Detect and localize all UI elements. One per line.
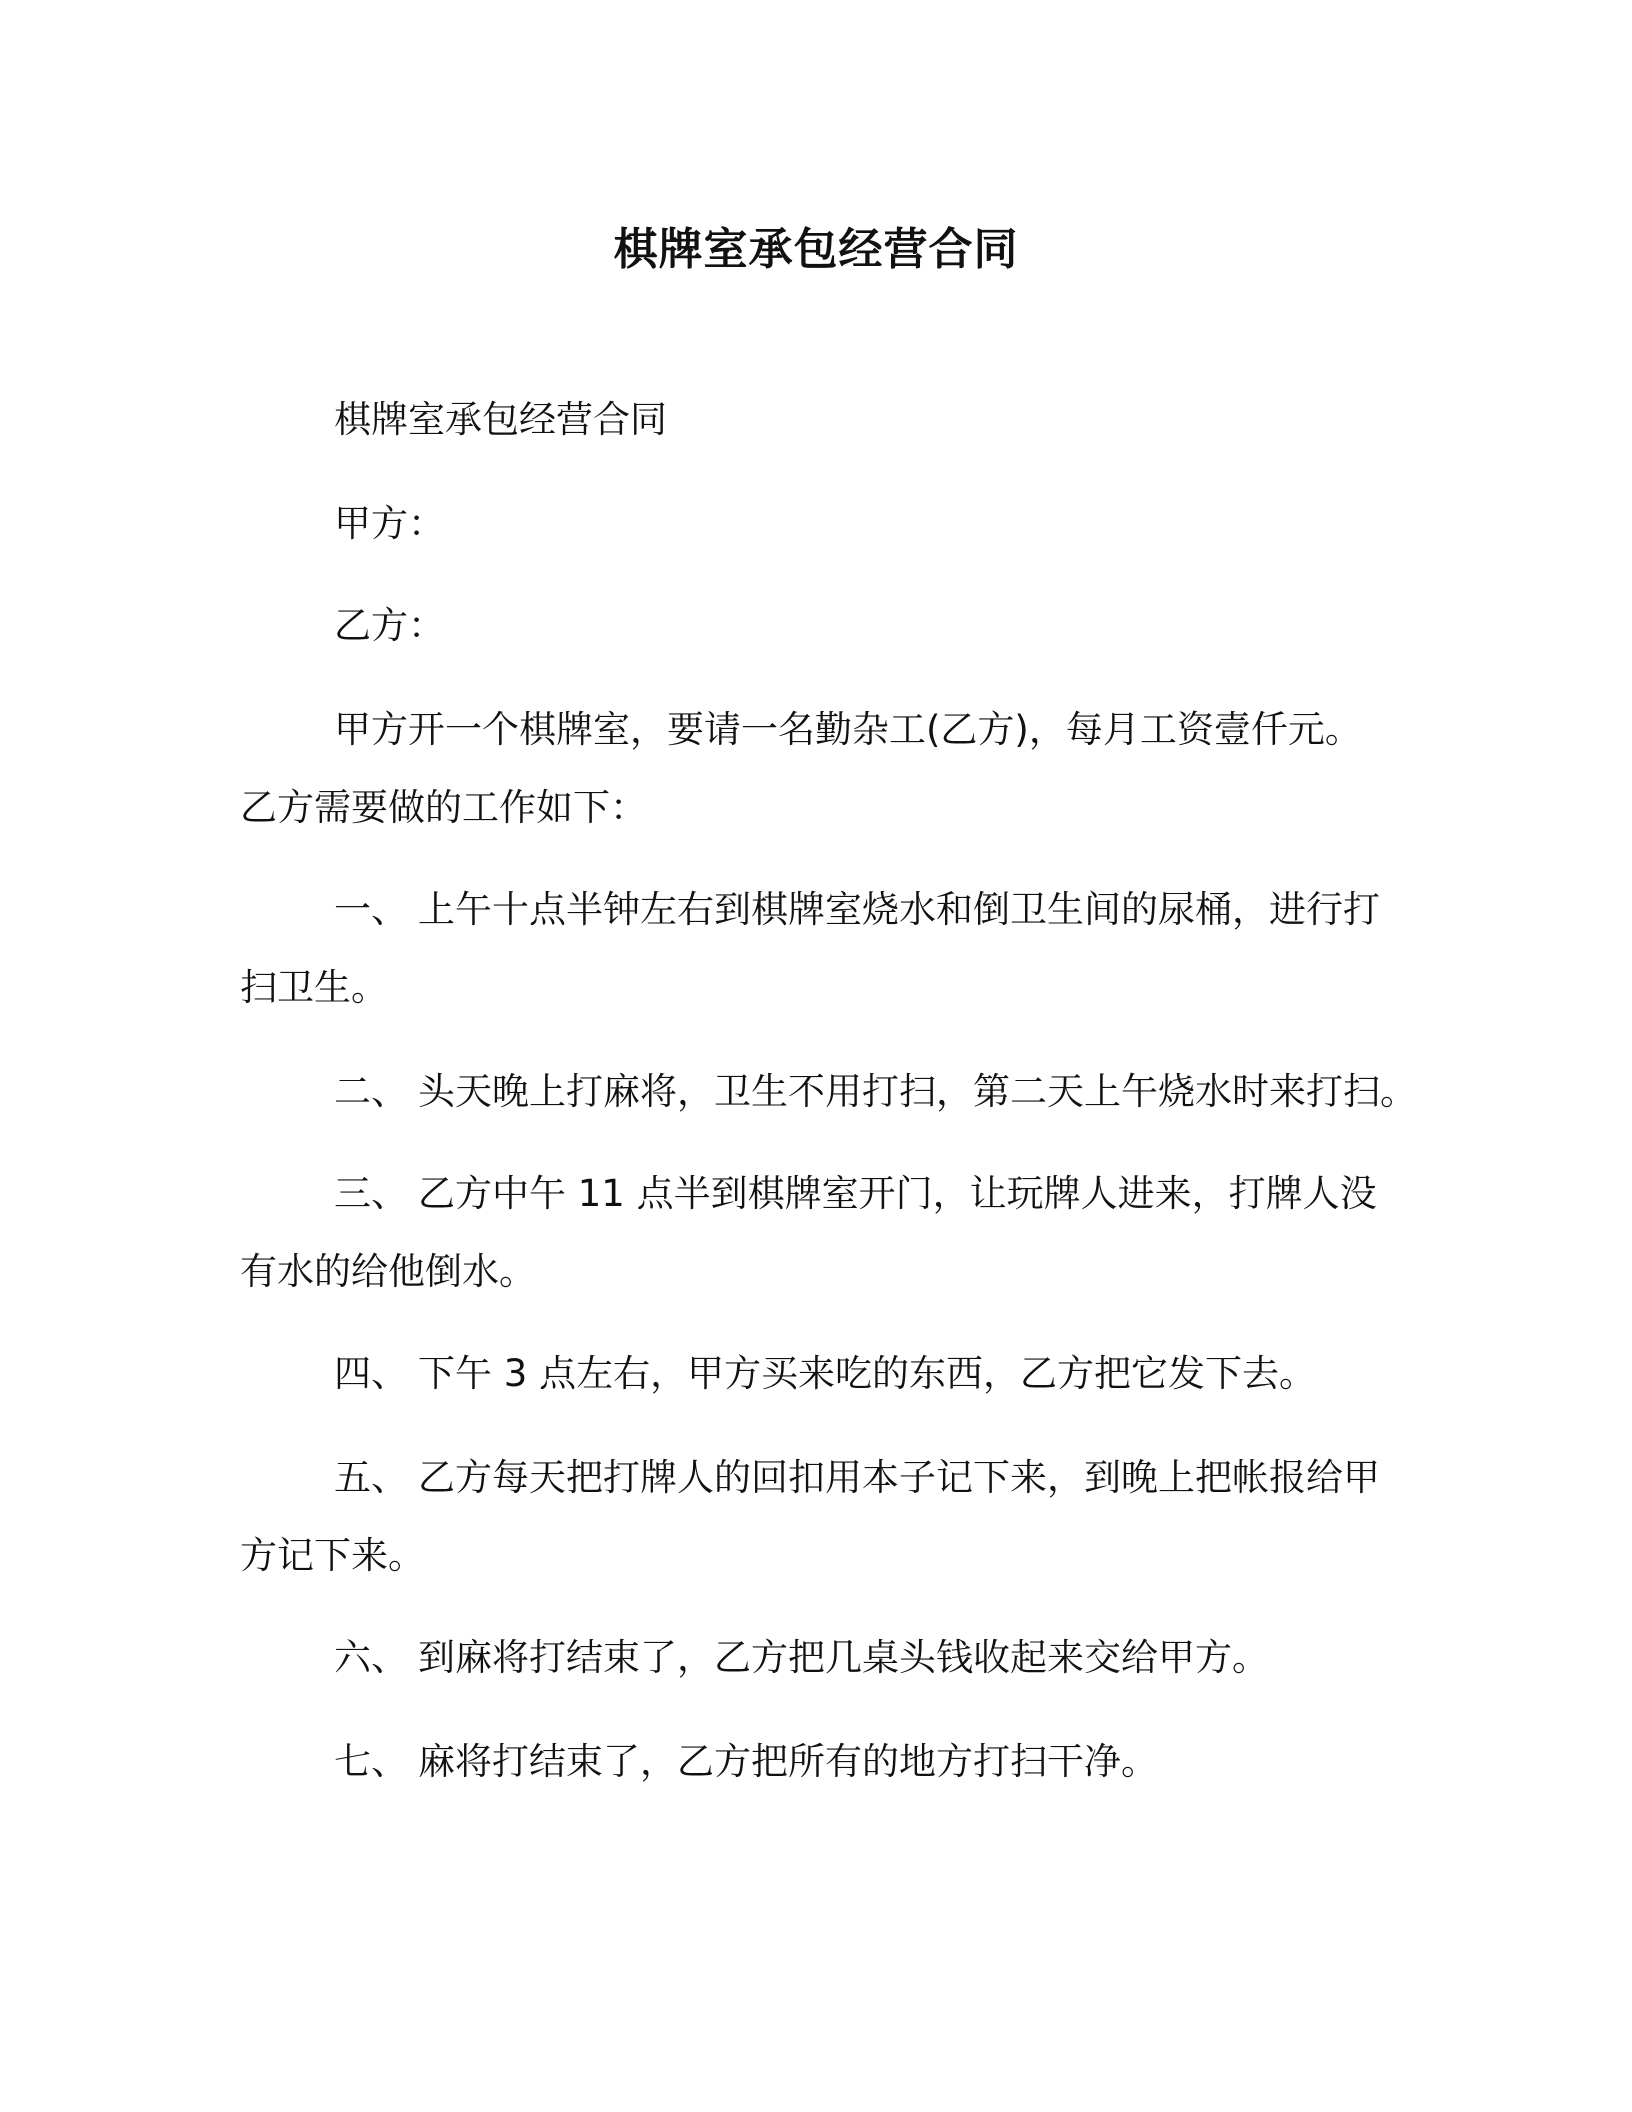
list-item-text: 到麻将打结束了，乙方把几桌头钱收起来交给甲方。 — [418, 1636, 1269, 1679]
list-item-text: 乙方中午 11 点半到棋牌室开门，让玩牌人进来，打牌人没 — [418, 1172, 1377, 1215]
list-item — [334, 1738, 1158, 1786]
list-item-text: 下午 3 点左右，甲方买来吃的东西，乙方把它发下去。 — [418, 1352, 1317, 1395]
list-item — [334, 1634, 1269, 1682]
party-a-label: 甲方： — [334, 502, 445, 545]
intro-paragraph-line-2: 乙方需要做的工作如下： — [240, 786, 647, 829]
list-item-continuation: 有水的给他倒水。 — [240, 1250, 536, 1293]
party-b-label: 乙方： — [334, 604, 445, 647]
list-item-text: 上午十点半钟左右到棋牌室烧水和倒卫生间的尿桶，进行打 — [418, 888, 1380, 931]
list-item — [334, 1170, 1377, 1218]
list-item-text: 麻将打结束了，乙方把所有的地方打扫干净。 — [418, 1740, 1158, 1783]
list-item — [334, 1068, 1417, 1116]
list-item-text: 乙方每天把打牌人的回扣用本子记下来，到晚上把帐报给甲 — [418, 1456, 1380, 1499]
intro-paragraph-line-1: 甲方开一个棋牌室，要请一名勤杂工(乙方)，每月工资壹仟元。 — [334, 708, 1362, 751]
list-item-number: 四、 — [334, 1352, 408, 1395]
list-item-continuation: 方记下来。 — [240, 1534, 425, 1577]
list-item — [334, 886, 1380, 934]
list-item-continuation: 扫卫生。 — [240, 966, 388, 1009]
subtitle: 棋牌室承包经营合同 — [334, 398, 667, 441]
document-title: 棋牌室承包经营合同 — [613, 224, 1019, 275]
list-item-number: 三、 — [334, 1172, 408, 1215]
list-item-number: 二、 — [334, 1070, 408, 1113]
list-item — [334, 1454, 1380, 1502]
list-item-number: 六、 — [334, 1636, 408, 1679]
list-item-text: 头天晚上打麻将，卫生不用打扫，第二天上午烧水时来打扫。 — [418, 1070, 1417, 1113]
list-item-number: 七、 — [334, 1740, 408, 1783]
list-item-number: 五、 — [334, 1456, 408, 1499]
list-item — [334, 1350, 1316, 1398]
list-item-number: 一、 — [334, 888, 408, 931]
